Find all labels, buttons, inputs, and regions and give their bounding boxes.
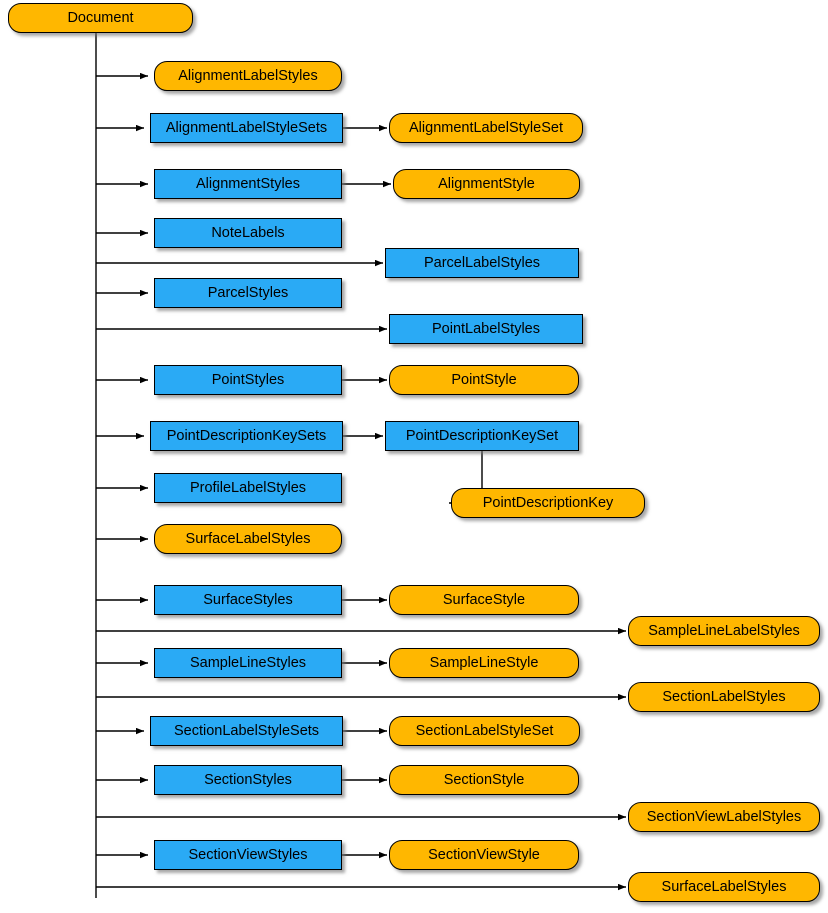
- node-alignment-label-style-set[interactable]: [389, 113, 583, 143]
- node-label: ProfileLabelStyles: [189, 480, 307, 496]
- node-alignment-label-style-sets[interactable]: [150, 113, 343, 143]
- node-section-view-style[interactable]: [389, 840, 579, 870]
- node-label: PointStyles: [211, 372, 285, 388]
- node-label: SectionLabelStyleSet: [415, 723, 554, 739]
- node-label: AlignmentLabelStyles: [178, 68, 318, 84]
- node-label: AlignmentLabelStyleSets: [165, 120, 328, 136]
- node-label: SurfaceLabelStyles: [661, 879, 787, 895]
- node-point-description-key-set[interactable]: [385, 421, 579, 451]
- node-document[interactable]: [8, 3, 193, 33]
- node-section-styles[interactable]: [154, 765, 342, 795]
- node-label: PointDescriptionKey: [482, 495, 614, 511]
- node-label: AlignmentStyle: [438, 176, 535, 192]
- node-label: Document: [67, 10, 134, 26]
- node-label: SectionViewStyle: [428, 847, 540, 863]
- node-label: SampleLineStyle: [429, 655, 539, 671]
- node-label: SectionStyles: [204, 772, 292, 788]
- node-sample-line-label-styles[interactable]: [628, 616, 820, 646]
- node-section-view-styles[interactable]: [154, 840, 342, 870]
- node-label: AlignmentStyles: [196, 176, 300, 192]
- node-label: SectionStyle: [443, 772, 525, 788]
- node-point-style[interactable]: [389, 365, 579, 395]
- node-note-labels[interactable]: [154, 218, 342, 248]
- node-point-description-key[interactable]: [451, 488, 645, 518]
- node-parcel-styles[interactable]: [154, 278, 342, 308]
- node-label: PointLabelStyles: [431, 321, 540, 337]
- node-point-styles[interactable]: [154, 365, 342, 395]
- node-profile-label-styles[interactable]: [154, 473, 342, 503]
- node-alignment-label-styles[interactable]: [154, 61, 342, 91]
- node-parcel-label-styles[interactable]: [385, 248, 579, 278]
- node-label: SectionViewStyles: [188, 847, 308, 863]
- node-alignment-styles[interactable]: [154, 169, 342, 199]
- node-label: NoteLabels: [211, 225, 285, 241]
- node-surface-style[interactable]: [389, 585, 579, 615]
- node-label: ParcelStyles: [207, 285, 289, 301]
- node-label: SampleLineLabelStyles: [648, 623, 800, 639]
- node-label: SectionLabelStyleSets: [173, 723, 320, 739]
- node-section-view-label-styles[interactable]: [628, 802, 820, 832]
- node-label: PointDescriptionKeySet: [405, 428, 559, 444]
- node-surface-label-styles-2[interactable]: [628, 872, 820, 902]
- node-label: PointDescriptionKeySets: [166, 428, 327, 444]
- node-label: PointStyle: [451, 372, 517, 388]
- node-label: SurfaceStyle: [442, 592, 526, 608]
- node-point-label-styles[interactable]: [389, 314, 583, 344]
- node-section-style[interactable]: [389, 765, 579, 795]
- node-label: ParcelLabelStyles: [423, 255, 541, 271]
- node-label: SectionLabelStyles: [662, 689, 786, 705]
- node-point-description-key-sets[interactable]: [150, 421, 343, 451]
- node-alignment-style[interactable]: [393, 169, 580, 199]
- node-label: SectionViewLabelStyles: [646, 809, 802, 825]
- node-sample-line-style[interactable]: [389, 648, 579, 678]
- node-label: AlignmentLabelStyleSet: [409, 120, 563, 136]
- node-surface-styles[interactable]: [154, 585, 342, 615]
- node-section-label-style-sets[interactable]: [150, 716, 343, 746]
- node-sample-line-styles[interactable]: [154, 648, 342, 678]
- node-section-label-styles[interactable]: [628, 682, 820, 712]
- node-surface-label-styles-1[interactable]: [154, 524, 342, 554]
- node-label: SurfaceStyles: [203, 592, 293, 608]
- node-section-label-style-set[interactable]: [389, 716, 580, 746]
- node-label: SurfaceLabelStyles: [185, 531, 311, 547]
- node-label: SampleLineStyles: [189, 655, 307, 671]
